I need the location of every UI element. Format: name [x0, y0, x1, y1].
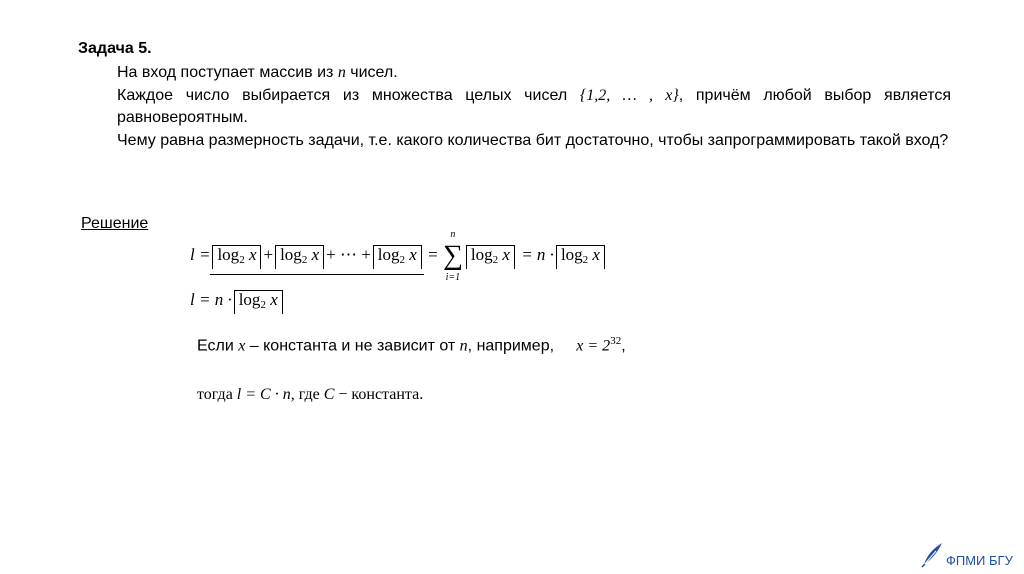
task-line-2: Каждое число выбирается из множества целых чисел {1,2, … , x}, причём любой выбор является равновероятным. [117, 86, 952, 126]
conclusion-line: тогда l = C · n, где C − константа. [197, 386, 424, 403]
ceil-term-sum: $\log_2 x$ [466, 245, 515, 269]
task-line-1: На вход поступает массив из n чисел. [117, 64, 398, 81]
underbrace-group: $\log_2 x + \log_2 x$ + ⋯ + $\log_2 x$ [210, 245, 423, 275]
task-title: Задача 5. [78, 40, 152, 57]
set-notation: {1,2, … , x} [579, 86, 679, 104]
solution-heading: Решение [81, 215, 149, 232]
ceil-term-1: $\log_2 x$ [212, 245, 261, 269]
condition-line: Если x – константа и не зависит от n, например, $x = 2^{32}$, [197, 335, 626, 355]
feather-icon [916, 539, 946, 569]
ceil-term-3: $\log_2 x$ [373, 245, 422, 269]
example-expression: x = 2 [576, 337, 611, 355]
task-statement [117, 62, 951, 152]
task-line-3: Чему равна размерность задачи, т.е. какого количества бит достаточно, чтобы запрограммировать такой вход? [117, 131, 949, 149]
formula-sum: $l = \log_2 x + \log_2 x$ + ⋯ + $\log_2 x$ = n ∑ i=1 $\log_2 x = n \cdot \log_2 x$ [190, 243, 607, 275]
ceil-term-2: $\log_2 x$ [275, 245, 324, 269]
sum-sign: n ∑ i=1 [442, 229, 463, 283]
ceil-term-result: $\log_2 x$ [556, 245, 605, 269]
formula-result: $l = n \cdot \log_2 x$ [190, 290, 285, 314]
ceil-term-final: $\log_2 x$ [234, 290, 283, 314]
logo-text: ФПМИ БГУ [946, 553, 1013, 568]
